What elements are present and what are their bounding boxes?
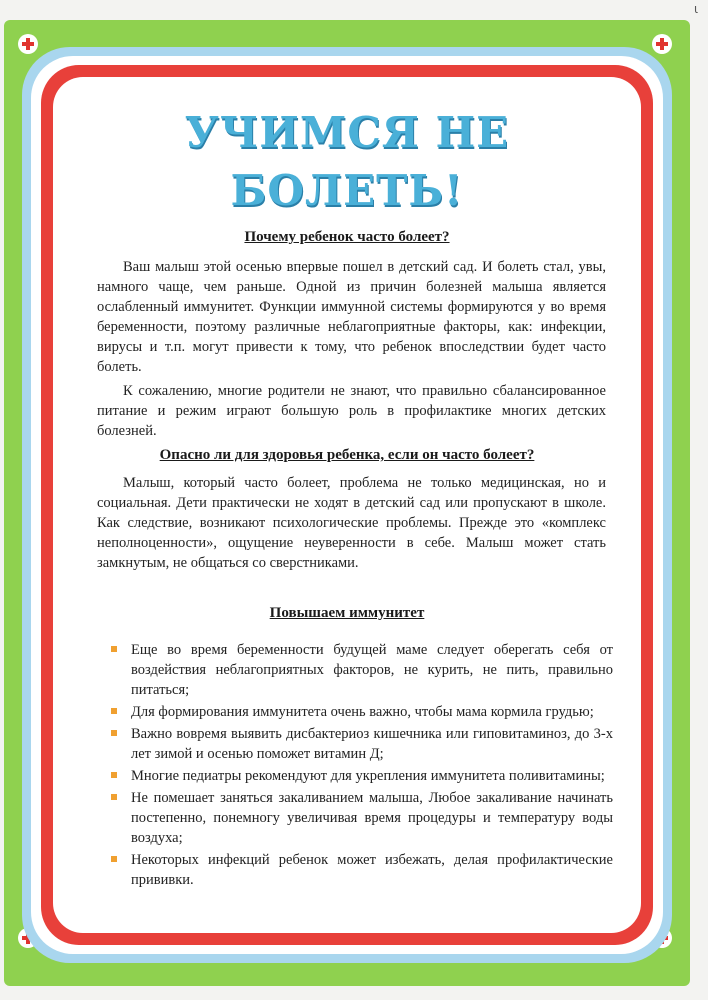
page-title-line-1: УЧИМСЯ НЕ [184, 108, 510, 157]
list-item: Важно вовремя выявить дисбактериоз кишечника или гиповитаминоз, до 3-х лет зимой и осенью поможет витамин Д; [109, 724, 613, 764]
corner-mark: ι [693, 2, 698, 16]
section-heading-danger: Опасно ли для здоровья ребенка, если он часто болеет? [159, 447, 535, 463]
content-panel [53, 77, 641, 933]
section-heading-immunity: Повышаем иммунитет [269, 605, 425, 621]
list-item: Многие педиатры рекомендуют для укрепления иммунитета поливитамины; [109, 766, 613, 786]
list-item: Не помешает заняться закаливанием малыша, Любое закаливание начинать постепенно, понемногу увеличивая время процедуры и температуру воды воздуха; [109, 788, 613, 848]
list-item: Еще во время беременности будущей маме следует оберегать себя от воздействия неблагоприятных факторов, не курить, не пить, правильно питаться; [109, 640, 613, 700]
list-item: Некоторых инфекций ребенок может избежать, делая профилактические прививки. [109, 850, 613, 890]
red-cross-icon [18, 34, 38, 54]
poster-background [4, 20, 690, 986]
paragraph: Малыш, который часто болеет, проблема не только медицинская, но и социальная. Дети практически не ходят в детский сад или пропускают в школе. Как следствие, возникают психологические проблемы. Прежде это «комплекс неполноценности», ощущение неуверенности в себе. Малыш может стать замкнутым, не общаться со сверстниками. [97, 475, 606, 571]
paragraph: Ваш малыш этой осенью впервые пошел в детский сад. И болеть стал, увы, намного чаще, чем раньше. Одной из причин болезней малыша является ослабленный иммунитет. Функции иммунной системы формируются у во время беременности, поэтому различные неблагоприятные факторы, как: инфекции, вирусы и т.п. могут привести к тому, что ребенок впоследствии будет часто болеть. [97, 259, 606, 375]
red-cross-icon [652, 34, 672, 54]
paragraph: К сожалению, многие родители не знают, что правильно сбалансированное питание и режим играют большую роль в профилактике многих детских болезней. [97, 383, 606, 439]
page-title-line-2: БОЛЕТЬ! [230, 166, 464, 215]
list-item: Для формирования иммунитета очень важно, чтобы мама кормила грудью; [109, 702, 613, 722]
section-heading-why: Почему ребенок часто болеет? [244, 229, 450, 245]
immunity-tips-list [109, 640, 613, 892]
